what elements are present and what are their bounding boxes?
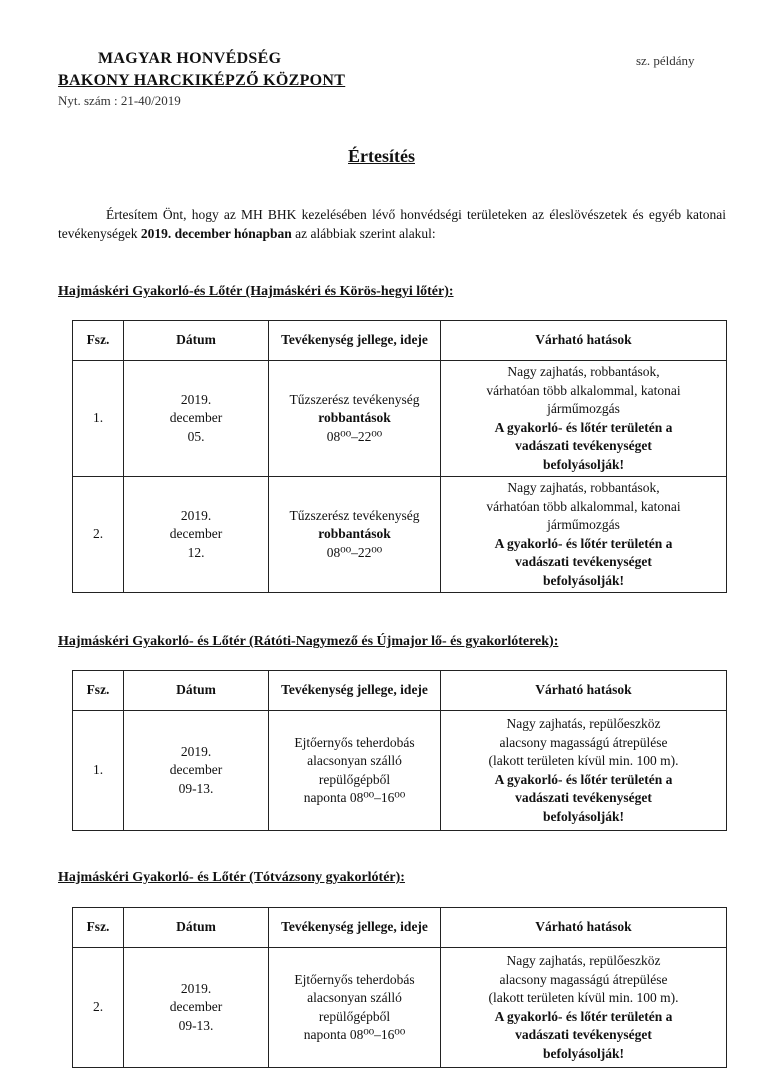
copy-number-label: sz. példány [636,53,695,68]
warning-line: A gyakorló- és lőtér területén a [494,1008,673,1024]
activity-text: alacsonyan szálló [307,753,402,768]
intro-highlight: 2019. december hónapban [140,226,292,241]
warning-line: vadászati tevékenységet [515,790,652,805]
row-activity [269,711,441,831]
table-row [73,711,727,831]
row-number: 2. [73,477,124,593]
effect-line: Nagy zajhatás, repülőeszköz [506,716,661,731]
col-header-effects: Várható hatások [441,908,727,948]
effect-line: várhatóan több alkalommal, katonai [486,498,681,514]
date-day: 09-13. [178,1017,214,1033]
schedule-table [72,320,727,593]
activity-time: naponta 08⁰⁰–16⁰⁰ [303,790,406,805]
activity-text: Tűzszerész tevékenység [289,507,420,523]
intro-paragraph [58,205,726,243]
intro-text-after: az alábbiak szerint alakul: [291,226,436,241]
schedule-table [72,670,727,831]
col-header-date: Dátum [124,671,269,711]
table-header-row [73,908,727,948]
row-date [124,477,269,593]
activity-text: repülőgépből [318,1008,391,1024]
date-month: december [169,999,223,1015]
warning-line: A gyakorló- és lőtér területén a [494,771,673,787]
document-title: Értesítés [348,146,415,166]
warning-line: befolyásolják! [543,572,624,588]
warning-line: vadászati tevékenységet [515,1027,652,1042]
effect-line: alacsony magasságú átrepülése [499,971,668,987]
col-header-activity: Tevékenység jellege, ideje [269,321,441,361]
activity-time: naponta 08⁰⁰–16⁰⁰ [303,1027,406,1042]
col-header-activity: Tevékenység jellege, ideje [269,671,441,711]
col-header-no: Fsz. [73,908,124,948]
section-heading: Hajmáskéri Gyakorló-és Lőtér (Hajmáskéri és Körös-hegyi lőtér): [58,284,454,299]
section-heading: Hajmáskéri Gyakorló- és Lőtér (Tótvázsony gyakorlótér): [58,870,405,885]
warning-line: vadászati tevékenységet [515,554,652,569]
effect-line: (lakott területen kívül min. 100 m). [488,753,679,768]
col-header-effects: Várható hatások [441,321,727,361]
effect-line: járműmozgás [547,517,620,532]
table-header-row [73,321,727,361]
intro-text-before: Értesítem Önt, hogy az MH BHK kezelésében lévő honvédségi területeken az éleslövészetek és egyéb katonai tevékenységek [58,207,726,241]
table-row [73,477,727,593]
activity-time: 08⁰⁰–22⁰⁰ [326,428,383,444]
activity-text: repülőgépből [318,771,391,787]
org-unit: BAKONY HARCKIKÉPZŐ KÖZPONT [58,72,346,89]
row-number: 1. [73,361,124,477]
col-header-activity: Tevékenység jellege, ideje [269,908,441,948]
row-activity [269,361,441,477]
table-row [73,361,727,477]
row-activity [269,477,441,593]
warning-line: A gyakorló- és lőtér területén a [494,535,673,551]
activity-text: Ejtőernyős teherdobás [294,971,415,987]
col-header-date: Dátum [124,321,269,361]
row-activity [269,948,441,1068]
activity-text: alacsonyan szálló [307,990,402,1005]
date-month: december [169,762,223,778]
row-number: 1. [73,711,124,831]
date-day: 05. [187,428,205,444]
date-day: 12. [187,544,205,560]
warning-line: befolyásolják! [543,808,624,824]
row-date [124,948,269,1068]
effect-line: járműmozgás [547,401,620,416]
row-date [124,361,269,477]
col-header-no: Fsz. [73,321,124,361]
row-date [124,711,269,831]
effect-line: alacsony magasságú átrepülése [499,734,668,750]
row-effects [441,948,727,1068]
date-year: 2019. [180,391,212,407]
warning-line: befolyásolják! [543,1045,624,1061]
col-header-no: Fsz. [73,671,124,711]
effect-line: várhatóan több alkalommal, katonai [486,382,681,398]
activity-text: Ejtőernyős teherdobás [294,734,415,750]
date-year: 2019. [180,980,212,996]
org-name: MAGYAR HONVÉDSÉG [98,50,282,67]
col-header-date: Dátum [124,908,269,948]
effect-line: (lakott területen kívül min. 100 m). [488,990,679,1005]
warning-line: befolyásolják! [543,456,624,472]
table-header-row [73,671,727,711]
date-month: december [169,526,223,542]
date-year: 2019. [180,507,212,523]
activity-text: Tűzszerész tevékenység [289,391,420,407]
effect-line: Nagy zajhatás, robbantások, [507,480,660,495]
activity-type: robbantások [318,526,391,542]
row-effects [441,477,727,593]
date-month: december [169,410,223,426]
table-row [73,948,727,1068]
row-number: 2. [73,948,124,1068]
activity-time: 08⁰⁰–22⁰⁰ [326,544,383,560]
registration-number: Nyt. szám : 21-40/2019 [58,93,181,108]
col-header-effects: Várható hatások [441,671,727,711]
date-day: 09-13. [178,780,214,796]
activity-type: robbantások [318,410,391,426]
effect-line: Nagy zajhatás, robbantások, [507,364,660,379]
warning-line: A gyakorló- és lőtér területén a [494,419,673,435]
section-heading: Hajmáskéri Gyakorló- és Lőtér (Rátóti-Nagymező és Újmajor lő- és gyakorlóterek): [58,634,559,649]
schedule-table [72,907,727,1068]
warning-line: vadászati tevékenységet [515,438,652,453]
date-year: 2019. [180,743,212,759]
row-effects [441,711,727,831]
row-effects [441,361,727,477]
effect-line: Nagy zajhatás, repülőeszköz [506,953,661,968]
